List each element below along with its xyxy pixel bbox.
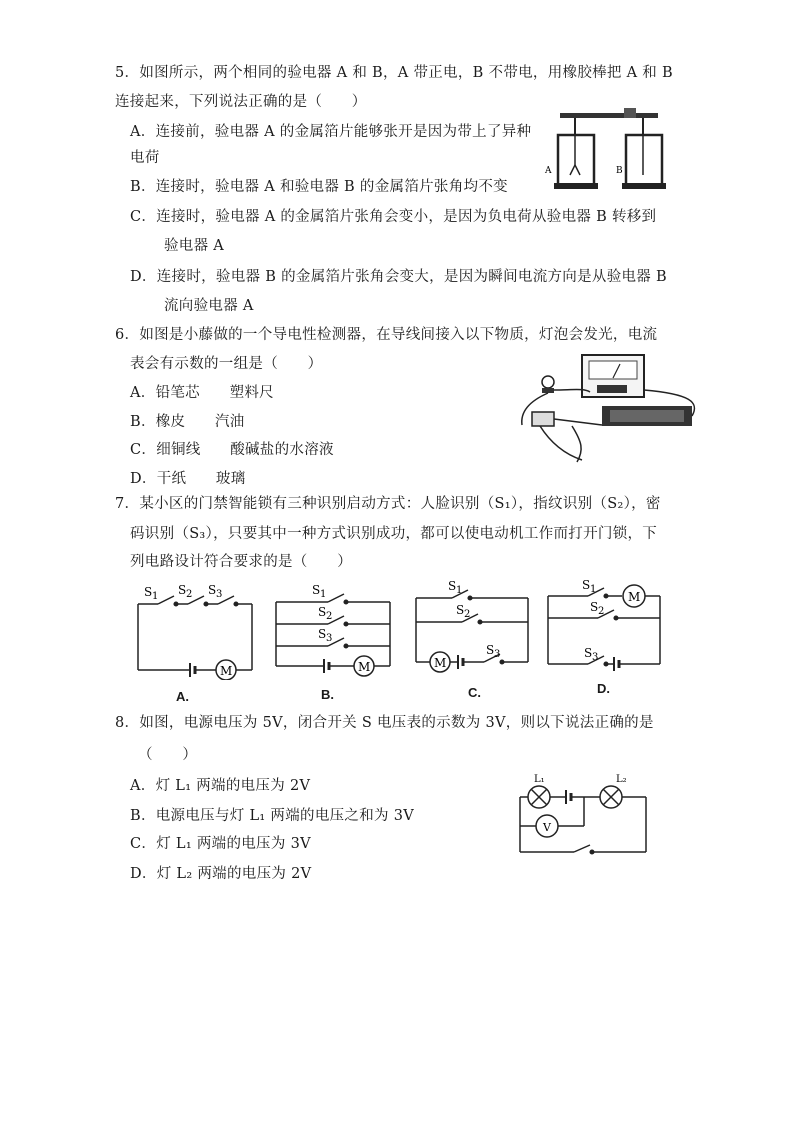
bulb (542, 376, 554, 388)
q5-option-d-cont: 流向验电器 A (164, 298, 254, 314)
q7-stem-line3: 列电路设计符合要求的是（ ） (130, 554, 352, 570)
svg-text:S: S (582, 578, 591, 592)
circuit-b (268, 580, 398, 680)
q6-stem-line1: 6．如图是小藤做的一个导电性检测器，在导线间接入以下物质，灯泡会发光，电流 (115, 327, 658, 343)
q7-stem-line1: 7．某小区的门禁智能锁有三种识别启动方式：人脸识别（S₁），指纹识别（S₂），密 (115, 496, 661, 512)
svg-text:2: 2 (186, 589, 193, 600)
q5-stem-line2: 连接起来，下列说法正确的是（ ） (115, 94, 367, 110)
q6-option-c: C．细铜线 酸碱盐的水溶液 (130, 442, 334, 458)
svg-text:3: 3 (216, 589, 223, 600)
q8-stem-line1: 8．如图，电源电压为 5V，闭合开关 S 电压表的示数为 3V，则以下说法正确的是 (115, 715, 654, 731)
circuit-a (130, 580, 260, 680)
q8-option-b: B．电源电压与灯 L₁ 两端的电压之和为 3V (130, 808, 415, 824)
svg-text:M: M (220, 664, 233, 678)
electroscope-figure (540, 105, 670, 195)
svg-text:3: 3 (326, 633, 333, 644)
q8-option-d: D．灯 L₂ 两端的电压为 2V (130, 866, 312, 882)
circuit-b-caption: B. (321, 687, 334, 702)
circuit-d-caption: D. (597, 681, 610, 696)
circuit-c (406, 576, 538, 676)
svg-text:1: 1 (590, 584, 597, 595)
svg-text:1: 1 (456, 585, 463, 596)
svg-text:M: M (434, 656, 447, 670)
q7-stem-line2: 码识别（S₃），只要其中一种方式识别成功，都可以使电动机工作而打开门锁，下 (130, 526, 658, 542)
svg-text:S: S (456, 603, 465, 617)
circuit-d (542, 576, 670, 676)
q6-option-b: B．橡皮 汽油 (130, 414, 245, 430)
svg-text:M: M (628, 590, 641, 604)
svg-text:M: M (358, 660, 371, 674)
lamp-l1-label: L₁ (534, 774, 545, 785)
svg-text:S: S (312, 583, 321, 597)
label-a: A (545, 166, 552, 176)
q5-option-a: A．连接前，验电器 A 的金属箔片能够张开是因为带上了异种 (130, 124, 532, 140)
q6-option-a: A．铅笔芯 塑料尺 (130, 385, 274, 401)
svg-text:S: S (486, 643, 495, 657)
svg-text:S: S (178, 583, 187, 597)
svg-text:2: 2 (598, 606, 605, 617)
svg-text:3: 3 (592, 652, 599, 663)
lamp-l2-label: L₂ (616, 774, 627, 785)
svg-text:S: S (208, 583, 217, 597)
q8-option-c: C．灯 L₁ 两端的电压为 3V (130, 836, 311, 852)
svg-text:2: 2 (464, 609, 471, 620)
q8-option-a: A．灯 L₁ 两端的电压为 2V (130, 778, 311, 794)
q5-option-c: C．连接时，验电器 A 的金属箔片张角会变小，是因为负电荷从验电器 B 转移到 (130, 209, 657, 225)
label-b: B (616, 166, 623, 176)
circuit-a-caption: A. (176, 689, 189, 704)
circuit-c-caption: C. (468, 685, 481, 700)
q5-option-a-cont: 电荷 (130, 150, 160, 166)
rod-holder (624, 108, 636, 118)
q8-stem-line2: （ ） (138, 747, 198, 763)
svg-text:S: S (448, 579, 457, 593)
q6-option-d: D．干纸 玻璃 (130, 471, 246, 487)
conductivity-tester-figure (512, 350, 702, 465)
voltmeter-label: V (543, 821, 551, 834)
q5-option-b: B．连接时，验电器 A 和验电器 B 的金属箔片张角均不变 (130, 179, 508, 195)
svg-text:2: 2 (326, 611, 333, 622)
q8-circuit (510, 770, 658, 860)
svg-text:S: S (144, 585, 153, 599)
switch (532, 412, 554, 426)
svg-text:1: 1 (152, 591, 159, 602)
q6-stem-line2: 表会有示数的一组是（ ） (130, 356, 323, 372)
electroscope-a (558, 135, 594, 185)
svg-text:3: 3 (494, 649, 501, 660)
q5-option-d: D．连接时，验电器 B 的金属箔片张角会变大，是因为瞬间电流方向是从验电器 B (130, 269, 667, 285)
svg-text:S: S (590, 600, 599, 614)
q5-option-c-cont: 验电器 A (164, 238, 225, 254)
q5-stem-line1: 5．如图所示，两个相同的验电器 A 和 B，A 带正电，B 不带电，用橡胶棒把 A 和 B (115, 65, 673, 81)
electroscope-b (626, 135, 662, 185)
rubber-rod (560, 113, 658, 118)
svg-text:1: 1 (320, 589, 327, 600)
svg-text:S: S (318, 605, 327, 619)
svg-text:S: S (318, 627, 327, 641)
svg-text:S: S (584, 646, 593, 660)
